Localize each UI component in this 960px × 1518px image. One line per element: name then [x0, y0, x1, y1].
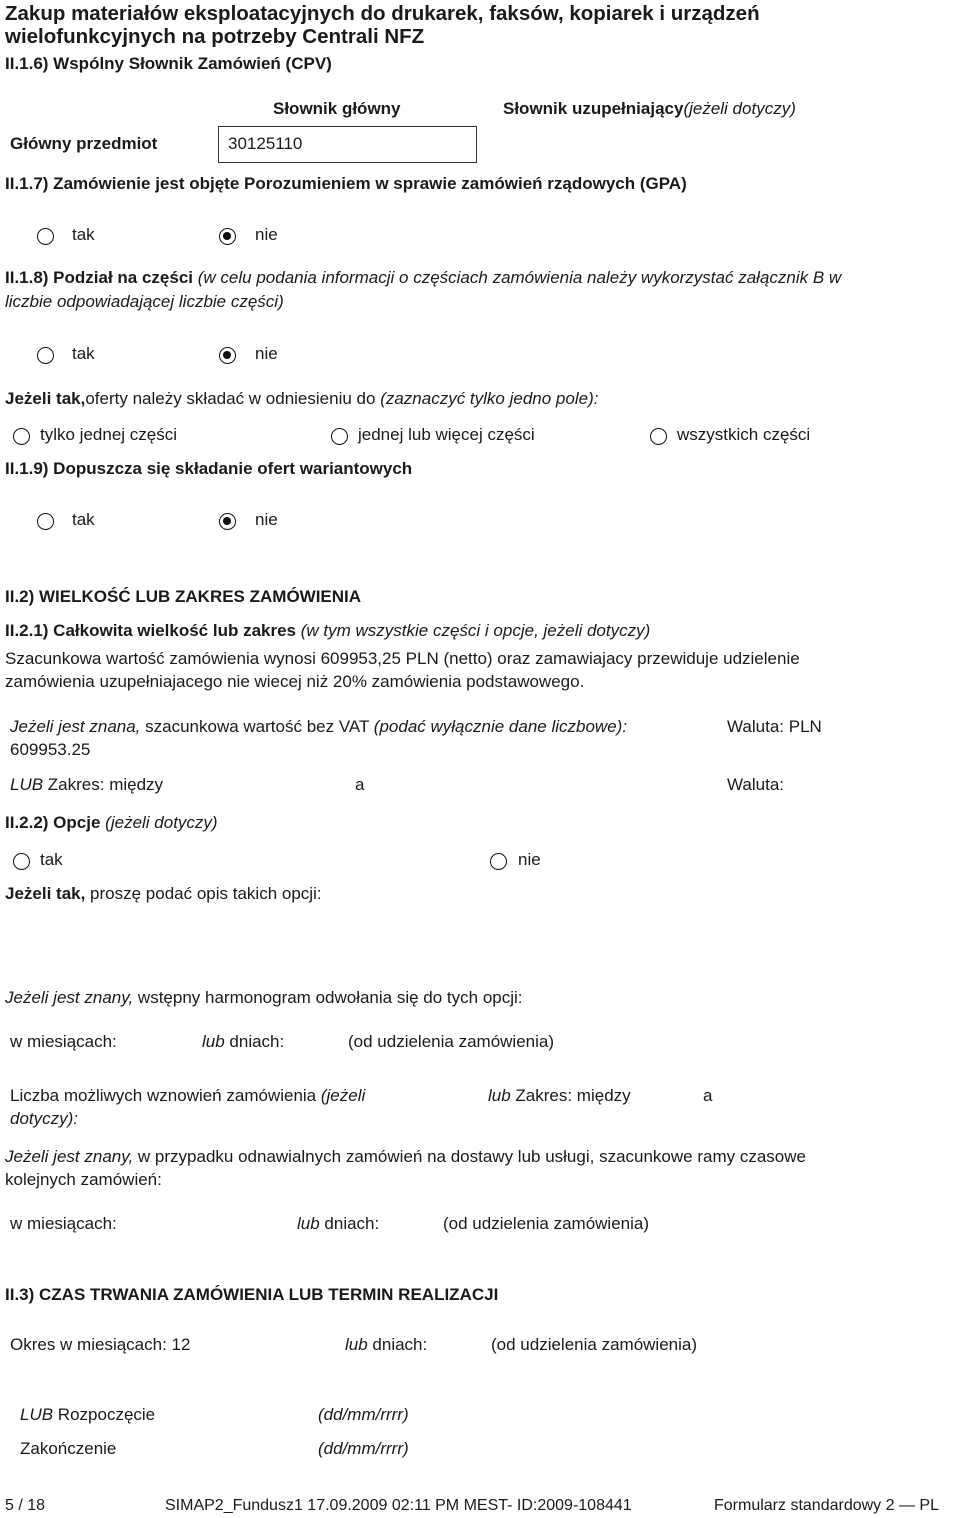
scope-known-text: szacunkowa wartość bez VAT: [140, 717, 374, 736]
options-if-yes-line: [5, 884, 322, 904]
scope-known-note-1: Jeżeli jest znana,: [10, 717, 141, 736]
document-title-line-2: wielofunkcyjnych na potrzeby Centrali NFZ: [5, 25, 425, 48]
options-days-label-2: [297, 1214, 379, 1234]
variants-radio-no[interactable]: [219, 513, 236, 530]
options-radio-yes[interactable]: [13, 853, 30, 870]
options-days-or-2: lub: [297, 1214, 320, 1233]
variants-label-yes: tak: [72, 510, 95, 529]
duration-or-label: LUB: [20, 1405, 54, 1424]
duration-end-label: Zakończenie: [20, 1439, 117, 1458]
parts-if-yes-line: [5, 389, 598, 409]
options-renewals-note-2: dotyczy):: [10, 1109, 79, 1128]
footer-form-name: Formularz standardowy 2 — PL: [714, 1497, 939, 1514]
scope-total-heading-bold: II.2.1) Całkowita wielkość lub zakres: [5, 621, 297, 640]
options-from-award: (od udzielenia zamówienia): [348, 1032, 555, 1051]
options-renewals-range: [488, 1086, 631, 1106]
options-renewals-or: lub: [488, 1086, 511, 1105]
options-renewable-note: Jeżeli jest znany,: [5, 1147, 134, 1166]
scope-range-and: a: [355, 775, 365, 794]
options-months-label-2: w miesiącach:: [10, 1214, 117, 1233]
duration-start-format: (dd/mm/rrrr): [318, 1405, 409, 1424]
options-schedule-line: [5, 988, 523, 1008]
parts-radio-no[interactable]: [219, 347, 236, 364]
gpa-radio-yes[interactable]: [37, 228, 54, 245]
variants-label-no: nie: [255, 510, 278, 529]
cpv-column-supplementary: [503, 99, 796, 119]
scope-currency-2: Waluta:: [727, 775, 785, 794]
scope-heading: II.2) WIELKOŚĆ LUB ZAKRES ZAMÓWIENIA: [5, 587, 362, 606]
options-radio-no[interactable]: [490, 853, 507, 870]
duration-start-label: [20, 1405, 155, 1425]
duration-months: Okres w miesiącach: 12: [10, 1335, 191, 1354]
cpv-heading: II.1.6) Wspólny Słownik Zamówień (CPV): [5, 54, 332, 73]
parts-if-yes-text: oferty należy składać w odniesieniu do: [85, 389, 376, 408]
scope-total-heading: [5, 621, 650, 641]
cpv-column-supplementary-label: Słownik uzupełniający: [503, 99, 684, 118]
gpa-label-yes: tak: [72, 225, 95, 244]
gpa-radio-no[interactable]: [219, 228, 236, 245]
options-renewals-note-1: (jeżeli: [320, 1086, 366, 1105]
duration-days-text: dniach:: [367, 1335, 428, 1354]
document-title-line-1: Zakup materiałów eksploatacyjnych do drukarek, faksów, kopiarek i urządzeń: [5, 2, 760, 25]
cpv-main-code: 30125110: [228, 134, 303, 153]
parts-radio-yes[interactable]: [37, 347, 54, 364]
scope-known-note-2: (podać wyłącznie dane liczbowe):: [373, 717, 628, 736]
options-days-text: dniach:: [224, 1032, 285, 1051]
parts-if-yes-note: (zaznaczyć tylko jedno pole):: [380, 389, 599, 408]
options-schedule-note: Jeżeli jest znany,: [5, 988, 134, 1007]
options-schedule-text: wstępny harmonogram odwołania się do tych opcji:: [133, 988, 523, 1007]
parts-choice-all-radio[interactable]: [650, 428, 667, 445]
options-if-yes-text: proszę podać opis takich opcji:: [85, 884, 322, 903]
scope-currency-1: Waluta: PLN: [727, 717, 822, 736]
options-months-label: w miesiącach:: [10, 1032, 117, 1051]
footer-page-number: 5 / 18: [5, 1497, 46, 1514]
parts-heading-note-1: (w celu podania informacji o częściach zamówienia należy wykorzystać załącznik B w: [197, 268, 842, 287]
duration-days-or: lub: [345, 1335, 368, 1354]
parts-if-yes-bold: Jeżeli tak,: [5, 389, 86, 408]
parts-heading-line-1: [5, 268, 841, 288]
options-label-no: nie: [518, 850, 541, 869]
parts-heading-note-2: liczbie odpowiadającej liczbie części): [5, 292, 284, 311]
cpv-column-supplementary-note: (jeżeli dotyczy): [683, 99, 796, 118]
options-days-text-2: dniach:: [319, 1214, 380, 1233]
variants-heading: II.1.9) Dopuszcza się składanie ofert wariantowych: [5, 459, 413, 478]
variants-radio-yes[interactable]: [37, 513, 54, 530]
duration-from-award: (od udzielenia zamówienia): [491, 1335, 698, 1354]
gpa-label-no: nie: [255, 225, 278, 244]
duration-end-format: (dd/mm/rrrr): [318, 1439, 409, 1458]
options-from-award-2: (od udzielenia zamówienia): [443, 1214, 650, 1233]
parts-choice-one-radio[interactable]: [13, 428, 30, 445]
parts-label-yes: tak: [72, 344, 95, 363]
options-heading: [5, 813, 218, 833]
options-renewable-line-2: kolejnych zamówień:: [5, 1170, 162, 1189]
parts-choice-many-label: jednej lub więcej części: [358, 425, 535, 444]
parts-heading-bold: II.1.8) Podział na części: [5, 268, 194, 287]
options-renewable-text-1: w przypadku odnawialnych zamówień na dostawy lub usługi, szacunkowe ramy czasowe: [133, 1147, 806, 1166]
options-renewals-text: Liczba możliwych wznowień zamówienia: [10, 1086, 321, 1105]
scope-description-line-2: zamówienia uzupełniajacego nie wiecej niż 20% zamówienia podstawowego.: [5, 672, 585, 691]
parts-label-no: nie: [255, 344, 278, 363]
duration-days-label: [345, 1335, 427, 1355]
gpa-heading: II.1.7) Zamówienie jest objęte Porozumieniem w sprawie zamówień rządowych (GPA): [5, 174, 687, 193]
options-heading-note: (jeżeli dotyczy): [105, 813, 218, 832]
options-heading-bold: II.2.2) Opcje: [5, 813, 101, 832]
duration-start-text: Rozpoczęcie: [53, 1405, 156, 1424]
options-renewals-and: a: [703, 1086, 713, 1105]
duration-heading: II.3) CZAS TRWANIA ZAMÓWIENIA LUB TERMIN REALIZACJI: [5, 1285, 499, 1304]
scope-range-line: [10, 775, 163, 795]
scope-total-heading-note: (w tym wszystkie części i opcje, jeżeli dotyczy): [300, 621, 651, 640]
cpv-column-main: Słownik główny: [273, 99, 401, 118]
footer-meta: SIMAP2_Fundusz1 17.09.2009 02:11 PM MEST- ID:2009-108441: [165, 1497, 632, 1514]
scope-or-label: LUB: [10, 775, 44, 794]
options-renewals-range-label: Zakres: między: [510, 1086, 631, 1105]
options-if-yes-bold: Jeżeli tak,: [5, 884, 86, 903]
scope-range-label: Zakres: między: [43, 775, 164, 794]
scope-known-value: 609953.25: [10, 740, 91, 759]
options-days-or: lub: [202, 1032, 225, 1051]
options-renewable-line-1: [5, 1147, 806, 1167]
options-label-yes: tak: [40, 850, 63, 869]
cpv-main-object-label: Główny przedmiot: [10, 134, 158, 153]
options-renewals-line-1: [10, 1086, 365, 1106]
scope-description-line-1: Szacunkowa wartość zamówienia wynosi 609953,25 PLN (netto) oraz zamawiajacy przewiduje udzielenie: [5, 649, 800, 668]
parts-choice-many-radio[interactable]: [331, 428, 348, 445]
parts-choice-all-label: wszystkich części: [677, 425, 811, 444]
options-days-label: [202, 1032, 284, 1052]
scope-known-value-line: [10, 717, 627, 737]
parts-choice-one-label: tylko jednej części: [40, 425, 178, 444]
